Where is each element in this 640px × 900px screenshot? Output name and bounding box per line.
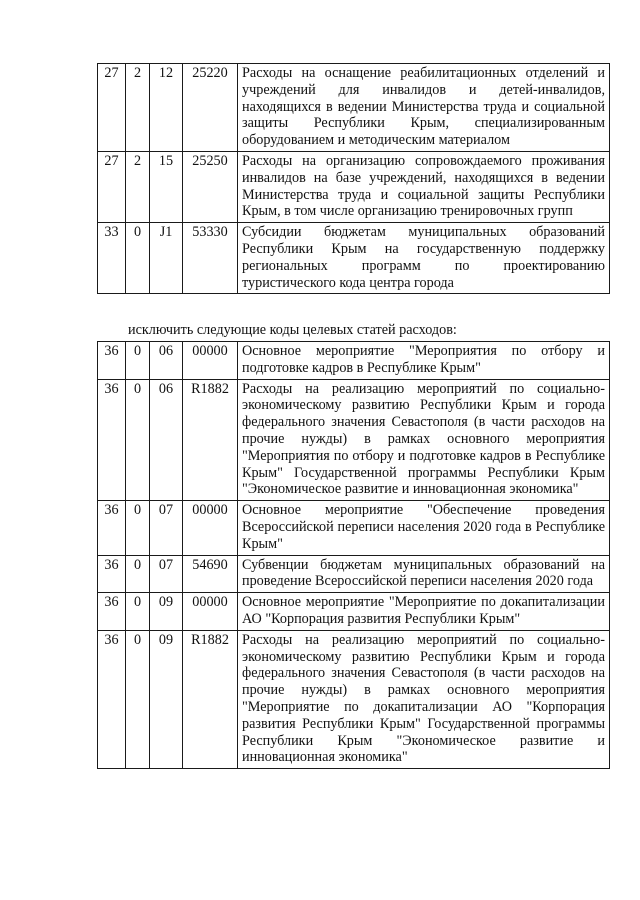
code-direction-cell: 00000 bbox=[183, 342, 238, 380]
code-subprogram-cell: 2 bbox=[126, 64, 150, 152]
code-direction-cell: R1882 bbox=[183, 379, 238, 501]
code-event-cell: 07 bbox=[150, 555, 183, 593]
code-subprogram-cell: 0 bbox=[126, 593, 150, 631]
table-row bbox=[98, 630, 610, 768]
code-program-cell: 27 bbox=[98, 64, 126, 152]
code-subprogram-cell: 0 bbox=[126, 223, 150, 294]
table-row bbox=[98, 501, 610, 555]
table-row bbox=[98, 151, 610, 222]
table-body bbox=[98, 64, 610, 294]
code-event-cell: J1 bbox=[150, 223, 183, 294]
code-program-cell: 36 bbox=[98, 593, 126, 631]
code-direction-cell: 53330 bbox=[183, 223, 238, 294]
code-subprogram-cell: 0 bbox=[126, 555, 150, 593]
code-subprogram-cell: 0 bbox=[126, 342, 150, 380]
description-cell: Субвенции бюджетам муниципальных образований на проведение Всероссийской переписи населения 2020 года bbox=[238, 555, 610, 593]
code-event-cell: 07 bbox=[150, 501, 183, 555]
code-direction-cell: 54690 bbox=[183, 555, 238, 593]
code-direction-cell: 25220 bbox=[183, 64, 238, 152]
table-row bbox=[98, 223, 610, 294]
code-subprogram-cell: 2 bbox=[126, 151, 150, 222]
code-program-cell: 27 bbox=[98, 151, 126, 222]
code-program-cell: 36 bbox=[98, 342, 126, 380]
code-subprogram-cell: 0 bbox=[126, 379, 150, 501]
description-cell: Расходы на организацию сопровождаемого проживания инвалидов на базе учреждений, находящихся в ведении Министерства труда и социальной защиты Республики Крым, в том числе организацию тренировочных групп bbox=[238, 151, 610, 222]
code-direction-cell: 00000 bbox=[183, 501, 238, 555]
description-cell: Основное мероприятие "Мероприятия по отбору и подготовке кадров в Республике Крым" bbox=[238, 342, 610, 380]
description-cell: Расходы на оснащение реабилитационных отделений и учреждений для инвалидов и детей-инвалидов, находящихся в ведении Министерства труда и социальной защиты Республики Крым, специализированным оборудованием и методическим материалом bbox=[238, 64, 610, 152]
code-program-cell: 36 bbox=[98, 555, 126, 593]
table-body bbox=[98, 342, 610, 769]
description-cell: Субсидии бюджетам муниципальных образований Республики Крым на государственную поддержку региональных программ по проектированию туристического кода центра города bbox=[238, 223, 610, 294]
exclude-heading: исключить следующие коды целевых статей расходов: bbox=[128, 322, 457, 338]
code-event-cell: 09 bbox=[150, 593, 183, 631]
code-event-cell: 06 bbox=[150, 342, 183, 380]
code-direction-cell: 25250 bbox=[183, 151, 238, 222]
code-direction-cell: R1882 bbox=[183, 630, 238, 768]
code-event-cell: 12 bbox=[150, 64, 183, 152]
code-program-cell: 36 bbox=[98, 630, 126, 768]
description-cell: Расходы на реализацию мероприятий по социально-экономическому развитию Республики Крым и города федерального значения Севастополя (в части расходов на прочие нужды) в рамках основного мероприятия "Мероприятие по докапитализации АО "Корпорация развития Республики Крым" Государственной программы Республики Крым "Экономическое развитие и инновационная экономика" bbox=[238, 630, 610, 768]
table-row bbox=[98, 64, 610, 152]
table-row bbox=[98, 342, 610, 380]
code-program-cell: 36 bbox=[98, 501, 126, 555]
description-cell: Расходы на реализацию мероприятий по социально-экономическому развитию Республики Крым и города федерального значения Севастополя (в части расходов на прочие нужды) в рамках основного мероприятия "Мероприятия по отбору и подготовке кадров в Республике Крым" Государственной программы Республики Крым "Экономическое развитие и инновационная экономика" bbox=[238, 379, 610, 501]
code-event-cell: 09 bbox=[150, 630, 183, 768]
code-program-cell: 33 bbox=[98, 223, 126, 294]
code-event-cell: 06 bbox=[150, 379, 183, 501]
code-event-cell: 15 bbox=[150, 151, 183, 222]
target-expense-codes-table-excluded bbox=[97, 341, 610, 769]
description-cell: Основное мероприятие "Обеспечение проведения Всероссийской переписи населения 2020 года в Республике Крым" bbox=[238, 501, 610, 555]
code-subprogram-cell: 0 bbox=[126, 630, 150, 768]
description-cell: Основное мероприятие "Мероприятие по докапитализации АО "Корпорация развития Республики Крым" bbox=[238, 593, 610, 631]
code-program-cell: 36 bbox=[98, 379, 126, 501]
table-row bbox=[98, 555, 610, 593]
target-expense-codes-table-added bbox=[97, 63, 610, 294]
table-row bbox=[98, 593, 610, 631]
table-row bbox=[98, 379, 610, 501]
code-direction-cell: 00000 bbox=[183, 593, 238, 631]
code-subprogram-cell: 0 bbox=[126, 501, 150, 555]
